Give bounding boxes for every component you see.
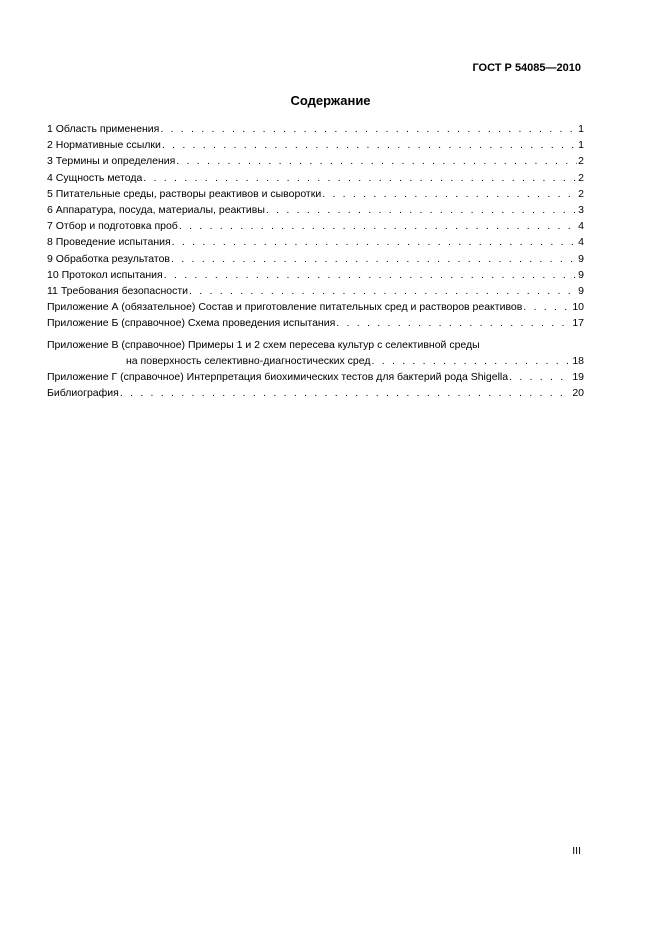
leader-dots [371,353,571,369]
page-number: III [572,845,581,857]
leader-dots [523,299,571,315]
leader-dots [164,267,577,283]
toc-entry[interactable] [47,369,584,385]
toc-entry[interactable] [47,153,584,169]
toc-entry-label: 10 Протокол испытания [47,268,163,281]
leader-dots [509,369,571,385]
toc-entry-label: 3 Термины и определения [47,155,176,168]
leader-dots [160,121,577,137]
toc-entry-label: Приложение В (справочное) Примеры 1 и 2 схем пересева культур с селективной среды [47,338,480,351]
toc-entry-page: 1 [578,123,584,135]
toc-entry[interactable] [47,234,584,250]
toc-entry-page: 2 [578,155,584,168]
toc-entry[interactable] [47,267,584,283]
leader-dots [336,315,571,331]
toc-entry[interactable] [47,337,584,369]
toc-entry-label: 11 Требования безопасности [47,285,189,298]
toc-entry[interactable] [47,218,584,234]
toc-entry[interactable] [47,137,584,153]
document-code: ГОСТ Р 54085—2010 [472,62,581,74]
leader-dots [266,202,577,218]
toc-entry-page: 3 [578,204,584,217]
toc-entry[interactable] [47,186,584,202]
toc-entry-page: 4 [578,236,584,249]
toc-entry-label: 9 Обработка результатов [47,252,170,265]
leader-dots [162,137,577,153]
leader-dots [120,385,571,401]
leader-dots [172,234,577,250]
toc-entry-label: 8 Проведение испытания [47,236,171,249]
leader-dots [143,170,577,186]
toc-entry-label: 1 Область применения [47,123,160,135]
leader-dots [322,186,577,202]
toc-entry-page: 9 [578,252,584,265]
toc-entry-label-continuation: на поверхность селективно-диагностических сред [126,354,371,367]
toc-entry[interactable] [47,299,584,315]
toc-entry-page: 20 [572,387,584,400]
toc-entry-label: 7 Отбор и подготовка проб [47,220,178,233]
toc-entry[interactable] [47,121,584,137]
leader-dots [176,153,577,169]
toc-entry[interactable] [47,251,584,267]
toc-entry-label: 5 Питательные среды, растворы реактивов и сыворотки [47,187,322,200]
toc-entry-page: 1 [578,139,584,152]
toc-entry-page: 9 [578,285,584,298]
toc-entry-label: Библиография [47,387,119,400]
toc-entry-page: 4 [578,220,584,233]
toc-entry-page: 2 [578,187,584,200]
toc-entry-page: 9 [578,268,584,281]
toc-entry[interactable] [47,283,584,299]
toc-entry-label: 4 Сущность метода [47,171,143,184]
leader-dots [171,251,577,267]
toc-entry-page: 2 [578,171,584,184]
toc-entry-page: 17 [572,317,584,330]
page-title: Содержание [290,93,371,108]
leader-dots [179,218,577,234]
toc-entry[interactable] [47,315,584,331]
toc-entry-page: 19 [572,371,584,384]
toc-entry[interactable] [47,202,584,218]
toc-entry-label: Приложение Б (справочное) Схема проведения испытания [47,317,336,330]
toc-entry-label: 2 Нормативные ссылки [47,139,161,152]
toc-entry-page: 18 [572,354,584,367]
toc-entry-label: Приложение А (обязательное) Состав и приготовление питательных сред и растворов реактивов [47,301,523,314]
toc-entry[interactable] [47,385,584,401]
table-of-contents [47,121,584,401]
toc-entry-label: Приложение Г (справочное) Интерпретация биохимических тестов для бактерий рода Shigella [47,371,509,384]
toc-entry-label: 6 Аппаратура, посуда, материалы, реактивы [47,204,265,217]
toc-entry[interactable] [47,170,584,186]
leader-dots [189,283,577,299]
toc-entry-page: 10 [572,301,584,314]
